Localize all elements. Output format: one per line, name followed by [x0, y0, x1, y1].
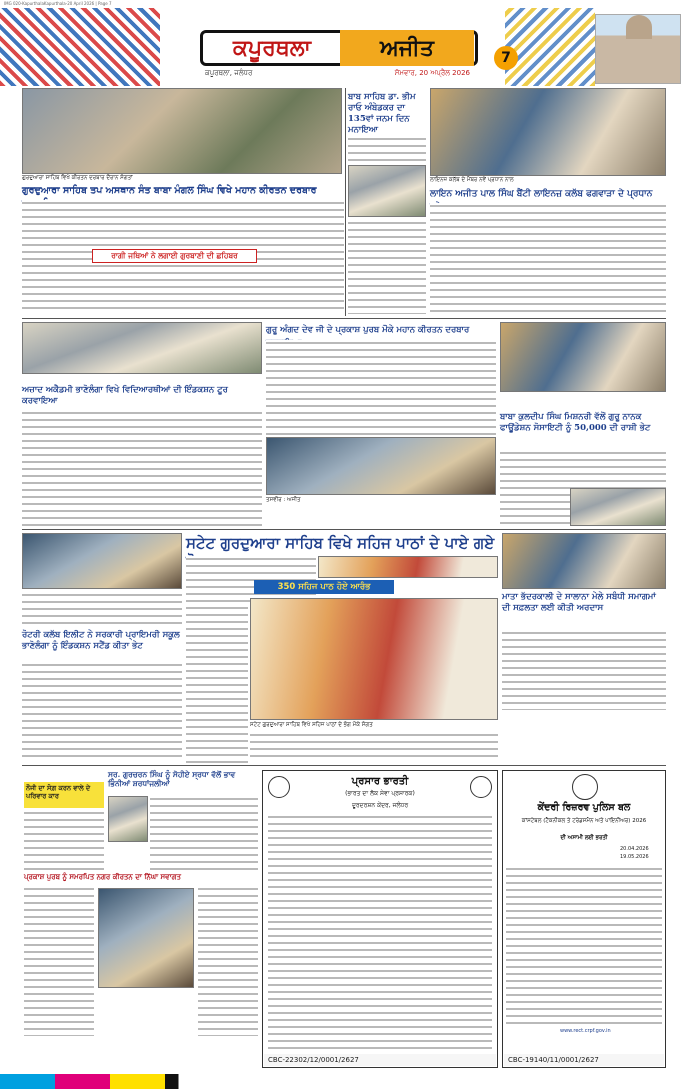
photo-ambedkar-event [348, 165, 426, 217]
dome-shape [626, 15, 652, 39]
article-headline: ਲਾਇਨ ਅਜੀਤ ਪਾਲ ਸਿੰਘ ਬੈਂਟੀ ਲਾਇਨਜ਼ ਕਲੱਬ ਫਗਵਾੜਾ ਦੇ ਪ੍ਰਧਾਨ [430, 189, 653, 199]
ad-subtitle: ਕਾਂਸਟੇਬਲ (ਟੈਕਨੀਕਲ ਤੇ ਟਰੇਡਸਮੈਨ ਅਤੇ ਪਾਇਨੀਅਰ) 2026 [521, 818, 647, 824]
row-divider [22, 318, 666, 319]
ad-body [506, 866, 662, 1026]
ad-title: ਕੇਂਦਰੀ ਰਿਜ਼ਰਵ ਪੁਲਿਸ ਬਲ [537, 802, 631, 813]
masthead-paper-name: ਅਜੀਤ [340, 30, 474, 66]
ad-code: CBC-19140/11/0001/2627 [504, 1054, 664, 1066]
ad-website: www.rect.crpf.gov.in [560, 1028, 611, 1034]
article-headline-main: ਸਟੇਟ ਗੁਰਦੁਆਰਾ ਸਾਹਿਬ ਵਿਖੇ ਸਹਿਜ ਪਾਠਾਂ ਦੇ ਪਾਏ ਗਏ [186, 534, 495, 552]
article-body [22, 410, 262, 526]
photo-credit: ਤਸਵੀਰ : ਅਜੀਤ [266, 497, 301, 503]
photo-strip [318, 556, 498, 578]
ad-subtitle: (ਭਾਰਤ ਦਾ ਲੋਕ ਸੇਵਾ ਪ੍ਰਸਾਰਕ) [345, 790, 415, 797]
article-headline: ਪ੍ਰਕਾਸ਼ ਪੁਰਬ ਨੂੰ ਸਮਰਪਿਤ ਨਗਰ ਕੀਰਤਨ ਦਾ ਨਿੱਘਾ ਸਵਾਗਤ [24, 872, 181, 881]
print-info-line: IMG 020-KapurthalaKapurthala-20 April 2026 | Page 7 [4, 1, 112, 6]
photo-mata-bhadrakali [502, 533, 666, 589]
photo-sahaj-path-bhog [250, 598, 498, 720]
decorative-pattern-right [505, 8, 595, 86]
photo-rotary-club [22, 533, 182, 589]
masthead-city: ਕਪੂਰਥਲਾ [233, 35, 311, 61]
photo-portrait [98, 888, 194, 988]
page-number-badge: 7 [494, 46, 518, 70]
ad-body [268, 814, 492, 1052]
ad-end-date: 19.05.2026 [620, 854, 649, 860]
article-headline: ਬਾਬ ਸਾਹਿਬ ਡਾ. ਭੀਮ ਰਾਓ ਅੰਬੇਡਕਰ ਦਾ 135ਵਾਂ ਜਨਮ ਦਿਨ ਮਨਾਇਆ [348, 92, 416, 135]
emblem-icon [268, 776, 290, 798]
row-divider [22, 529, 666, 530]
article-body [22, 662, 182, 762]
side-note-box: ਨੌਜੀ ਦਾ ਸੋਗ਼ ਕਰਨ ਵਾਲੇ ਦੇ ਪਰਿਵਾਰ ਕਾਰ [24, 782, 104, 808]
article-body [24, 886, 94, 1036]
ad-office: ਦੂਰਦਰਸ਼ਨ ਕੇਂਦਰ, ਜਲੰਧਰ [351, 802, 409, 809]
article-body [150, 796, 258, 872]
prasar-bharati-logo-icon [470, 776, 492, 798]
article-body [430, 203, 666, 315]
photo-caption: ਗੁਰਦੁਆਰਾ ਸਾਹਿਬ ਵਿਖੇ ਕੀਰਤਨ ਦਰਬਾਰ ਦੌਰਾਨ ਸੰਗਤਾਂ [22, 175, 133, 181]
article-headline: ਮਾਤਾ ਭੱਦਰਕਾਲੀ ਦੇ ਸਾਲਾਨਾ ਮੇਲੇ ਸਬੰਧੀ ਸਮਾਗਮਾਂ ਦੀ ਸਫ਼ਲਤਾ ਲਈ ਕੀਤੀ ਅਰਦਾਸ [502, 592, 656, 613]
article-body [502, 630, 666, 710]
article-body [266, 340, 496, 435]
article-headline: ਸ੍ਰ. ਗੁਰਚਰਨ ਸਿੰਘ ਨੂੰ ਸੋਹੀਏ ਸ੍ਰਧਾ ਵੱਲੋਂ ਭਾਵ ਭਿੰਨੀਆਂ ਸ਼ਰਧਾਂਜਲੀਆਂ [108, 770, 236, 788]
article-headline: ਗੁਰਦੁਆਰਾ ਸਾਹਿਬ ਤਪ ਅਸਥਾਨ ਸੰਤ ਬਾਬਾ ਮੰਗਲ ਸਿੰਘ ਵਿਖੇ ਮਹਾਨ ਕੀਰਤਨ ਦਰਬਾਰ [22, 185, 317, 196]
article-headline: ਬਾਬਾ ਕੁਲਦੀਪ ਸਿੰਘ ਮਿਸ਼ਨਰੀ ਵੱਲੋਂ ਗੁਰੂ ਨਾਨਕ ਫਾਊਂਡੇਸ਼ਨ ਸੋਸਾਇਟੀ ਨੂੰ 50,000 ਦੀ ਰਾਸ਼ੀ ਭੇਟ [500, 412, 651, 433]
row-divider [22, 765, 666, 766]
color-registration-bar [0, 1074, 687, 1089]
article-headline: ਗੁਰੂ ਅੰਗਦ ਦੇਵ ਜੀ ਦੇ ਪ੍ਰਕਾਸ਼ ਪੁਰਬ ਮੌਕੇ ਮਹਾਨ ਕੀਰਤਨ ਦਰਬਾਰ [266, 325, 470, 335]
article-body [250, 732, 498, 762]
decorative-pattern-left [0, 8, 160, 86]
photo-academy-students [22, 322, 262, 374]
article-tagline: ਰਾਗੀ ਜਥਿਆਂ ਨੇ ਲਗਾਈ ਗੁਰਬਾਣੀ ਦੀ ਛਹਿਬਰ [92, 249, 257, 263]
article-body [24, 810, 104, 870]
article-headline: ਅਜ਼ਾਦ ਅਕੈਡਮੀ ਭਾਣੋਲੰਗਾ ਵਿਖੇ ਵਿਦਿਆਰਥੀਆਂ ਦੀ ਇੰਡਕਸ਼ਨ ਟੂਰ ਕਰਵਾਇਆ [22, 385, 228, 406]
photo-cheque-handover [570, 488, 666, 526]
column-divider [345, 88, 346, 316]
ad-title: ਪ੍ਰਸਾਰ ਭਾਰਤੀ [351, 776, 409, 787]
photo-kirtan-darbar [22, 88, 342, 174]
ad-subtitle-2: ਦੀ ਅਸਾਮੀ ਲਈ ਭਰਤੀ [560, 835, 608, 841]
photo-caption: ਸਟੇਟ ਗੁਰਦੁਆਰਾ ਸਾਹਿਬ ਵਿਖੇ ਸਹਿਜ ਪਾਠਾਂ ਦੇ ਭੋਗ ਮੌਕੇ ਸੰਗਤ [250, 722, 373, 728]
photo-caption: ਲਾਇਨਜ਼ ਕਲੱਬ ਦੇ ਮੈਂਬਰ ਨਵੇਂ ਪ੍ਰਧਾਨ ਨਾਲ [430, 177, 514, 183]
article-body [22, 592, 182, 628]
photo-portrait-small [108, 796, 148, 842]
article-body [186, 598, 248, 763]
ad-code: CBC-22302/12/0001/2627 [264, 1054, 496, 1066]
article-body [348, 136, 426, 314]
crpf-emblem-icon [572, 774, 598, 800]
photo-lions-club [430, 88, 666, 176]
photo-donation-event [500, 322, 666, 392]
article-body [198, 886, 258, 1036]
article-headline: ਰੋਟਰੀ ਕਲੱਬ ਇਲੀਟ ਨੇ ਸਰਕਾਰੀ ਪ੍ਰਾਇਮਰੀ ਸਕੂਲ ਭਾਣੋਲੰਗਾ ਨੂੰ ਇੰਡਕਸ਼ਨ ਸਟੈਂਡ ਕੀਤਾ ਭੇਟ [22, 630, 180, 651]
ad-start-date: 20.04.2026 [620, 846, 649, 852]
article-banner: 350 ਸਹਿਜ ਪਾਠ ਹੋਏ ਆਰੰਭ [254, 580, 394, 594]
masthead-date: ਸੋਮਵਾਰ, 20 ਅਪ੍ਰੈਲ 2026 [394, 69, 470, 77]
photo-gurpurab-sangat [266, 437, 496, 495]
building-illustration [595, 14, 681, 84]
masthead-location: ਕਪੂਰਥਲਾ, ਜਲੰਧਰ [205, 69, 253, 77]
